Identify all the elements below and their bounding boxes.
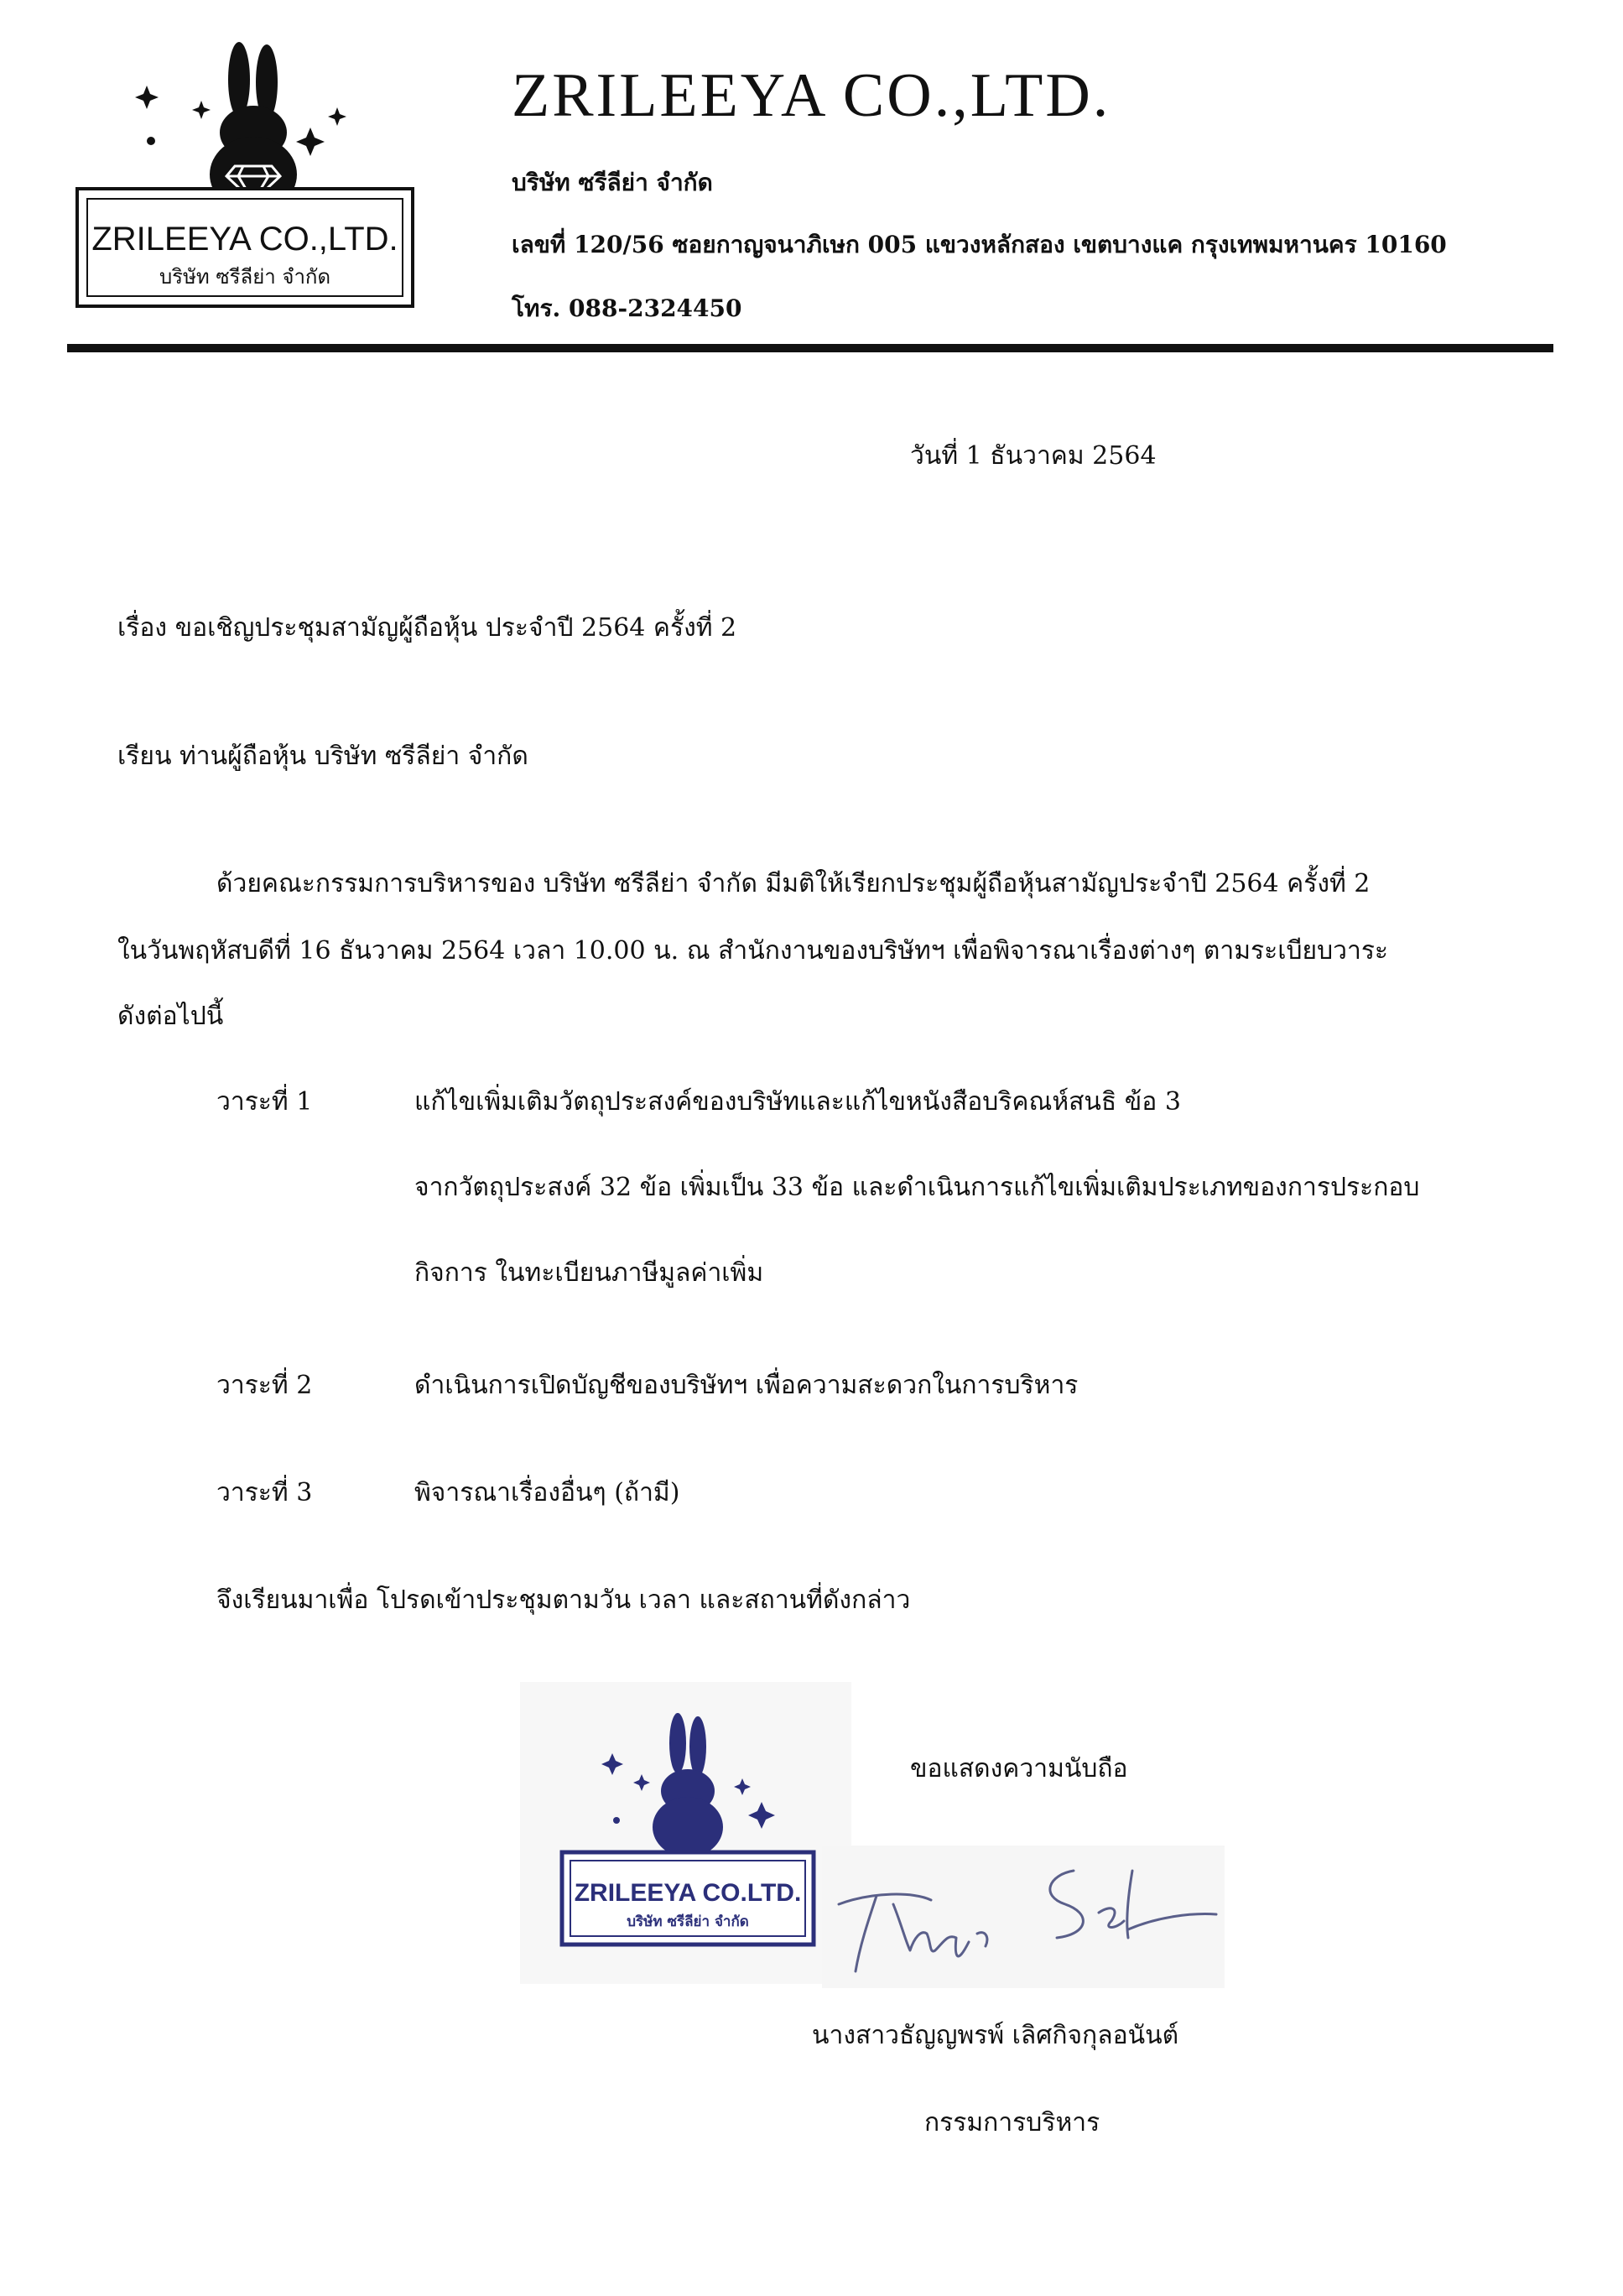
intro-line-1: ด้วยคณะกรรมการบริหารของ บริษัท ซรีลีย่า จำกัด มีมติให้เรียกประชุมผู้ถือหุ้นสามัญประจำปี 2564 ครั้งที่ 2 [216, 869, 1371, 898]
intro-line-2: ในวันพฤหัสบดีที่ 16 ธันวาคม 2564 เวลา 10.00 น. ณ สำนักงานของบริษัทฯ เพื่อพิจารณาเรื่องต่างๆ ตามระเบียบวาระ [117, 936, 1389, 966]
closing-sentence: จึงเรียนมาเพื่อ โปรดเข้าประชุมตามวัน เวลา และสถานที่ดังกล่าว [216, 1585, 911, 1615]
header-divider [67, 344, 1553, 352]
stamp-rabbit-icon [653, 1713, 723, 1857]
agenda-3-label: วาระที่ 3 [216, 1478, 313, 1507]
letter-recipient: เรียน ท่านผู้ถือหุ้น บริษัท ซรีลีย่า จำกัด [117, 742, 528, 771]
company-phone: โทร. 088-2324450 [512, 294, 742, 322]
agenda-3-line-1: พิจารณาเรื่องอื่นๆ (ถ้ามี) [414, 1478, 680, 1507]
company-name-th: บริษัท ซรีลีย่า จำกัด [512, 169, 713, 196]
agenda-2-line-1: ดำเนินการเปิดบัญชีของบริษัทฯ เพื่อความสะดวกในการบริหาร [414, 1371, 1079, 1400]
handwritten-signature [822, 1846, 1225, 1988]
rabbit-icon [210, 42, 297, 212]
logo-text-en: ZRILEEYA CO.,LTD. [91, 221, 398, 258]
company-address: เลขที่ 120/56 ซอยกาญจนาภิเษก 005 แขวงหลักสอง เขตบางแค กรุงเทพมหานคร 10160 [512, 231, 1447, 258]
signer-title: กรรมการบริหาร [924, 2108, 1100, 2137]
regards-text: ขอแสดงความนับถือ [910, 1754, 1128, 1783]
logo-text-th: บริษัท ซรีลีย่า จำกัด [159, 265, 331, 289]
letter-date: วันที่ 1 ธันวาคม 2564 [910, 441, 1157, 471]
intro-line-3: ดังต่อไปนี้ [117, 1002, 224, 1031]
agenda-1-label: วาระที่ 1 [216, 1087, 313, 1117]
agenda-1-line-3: กิจการ ในทะเบียนภาษีมูลค่าเพิ่ม [414, 1258, 764, 1288]
company-logo [67, 34, 419, 319]
agenda-1-line-1: แก้ไขเพิ่มเติมวัตถุประสงค์ของบริษัทและแก้ไขหนังสือบริคณห์สนธิ ข้อ 3 [414, 1087, 1181, 1117]
company-name-en: ZRILEEYA CO.,LTD. [512, 61, 1111, 130]
company-stamp [554, 1703, 822, 1980]
stamp-text-en: ZRILEEYA CO.LTD. [574, 1879, 802, 1907]
stamp-text-th: บริษัท ซรีลีย่า จำกัด [627, 1913, 749, 1930]
agenda-1-line-2: จากวัตถุประสงค์ 32 ข้อ เพิ่มเป็น 33 ข้อ และดำเนินการแก้ไขเพิ่มเติมประเภทของการประกอบ [414, 1173, 1420, 1202]
letter-subject: เรื่อง ขอเชิญประชุมสามัญผู้ถือหุ้น ประจำปี 2564 ครั้งที่ 2 [117, 613, 737, 643]
signer-name: นางสาวธัญญพรพ์ เลิศกิจกุลอนันต์ [812, 2021, 1179, 2050]
agenda-2-label: วาระที่ 2 [216, 1371, 313, 1400]
